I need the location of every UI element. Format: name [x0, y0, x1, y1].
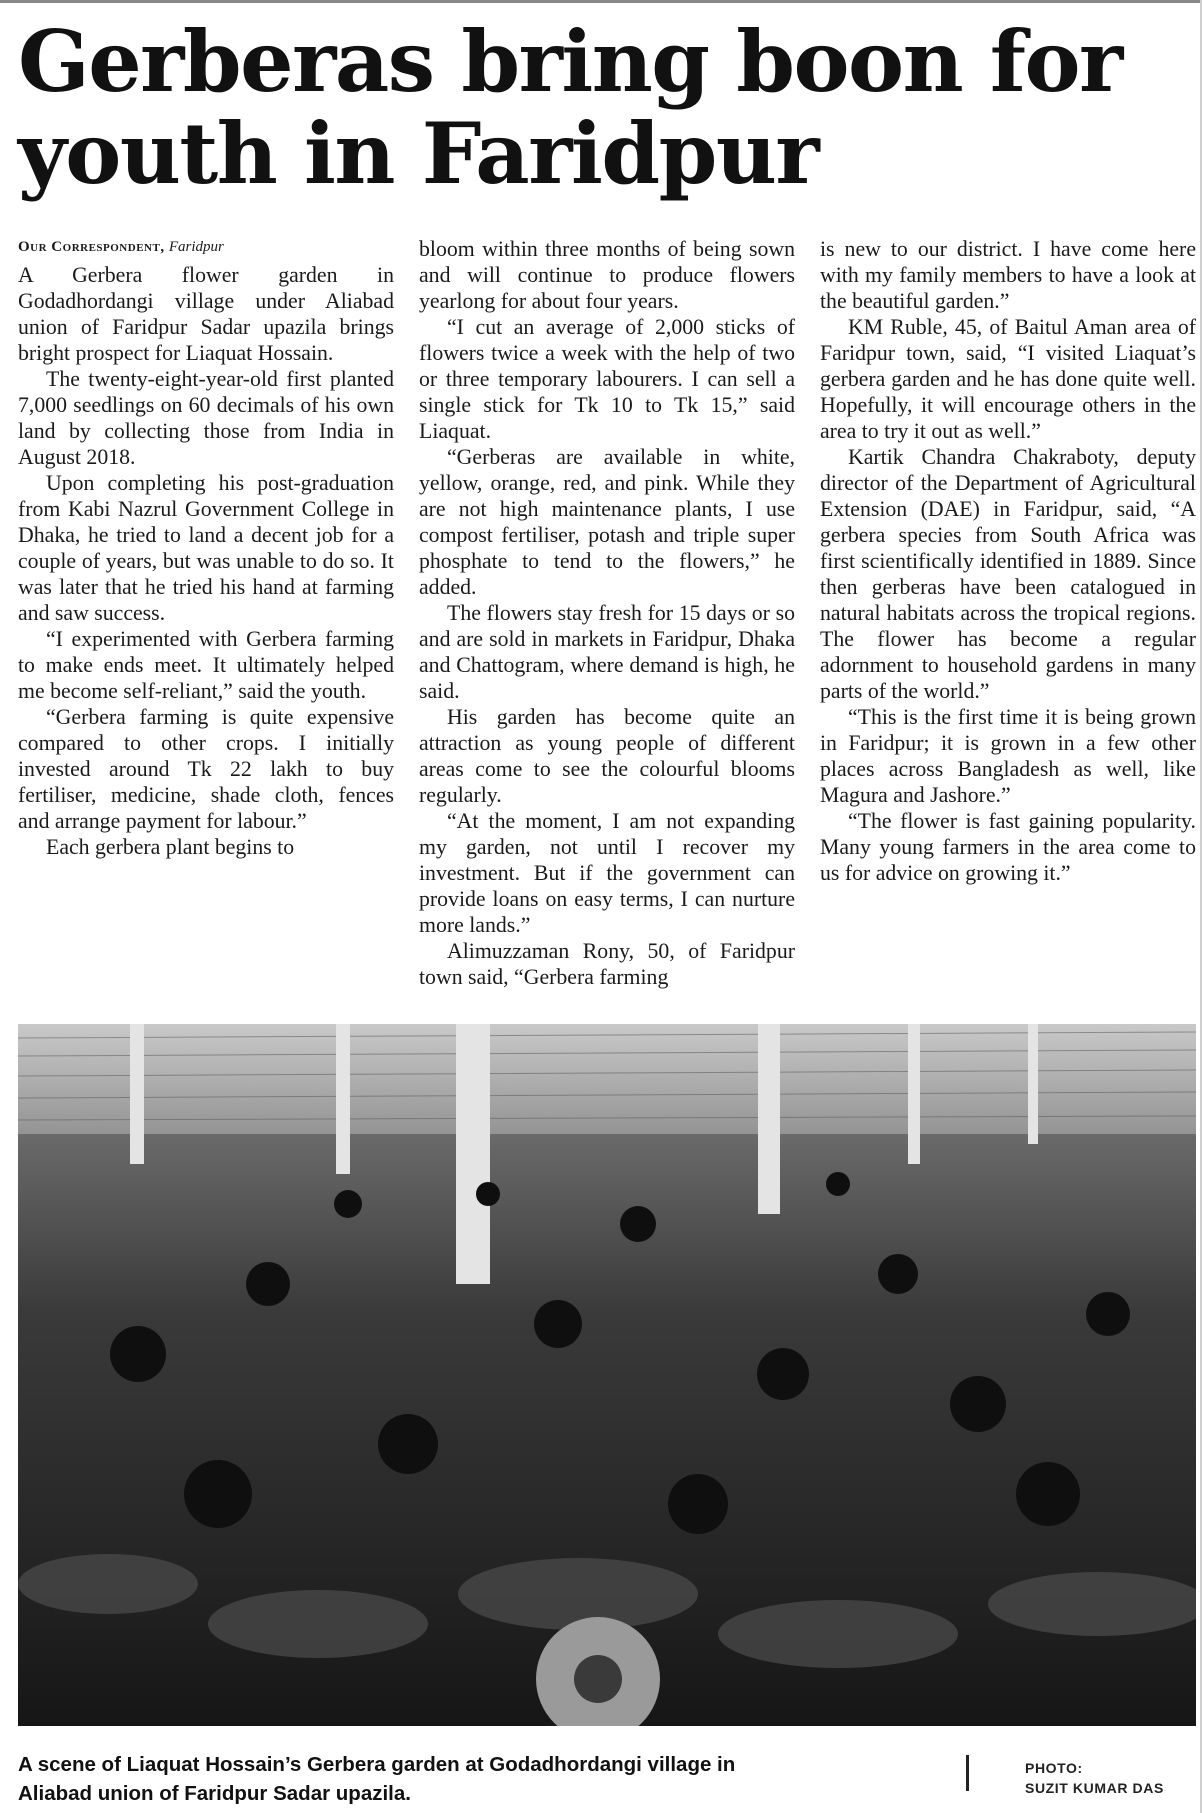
column-1 [18, 236, 394, 860]
photo-credit-label: PHOTO: [1025, 1760, 1083, 1776]
paragraph: “At the moment, I am not expanding my garden, not until I recover my investment. But if the government can provide loans on easy terms, I can nurture more lands.” [419, 809, 795, 937]
paragraph: “Gerberas are available in white, yellow, orange, red, and pink. While they are not high maintenance plants, I use compost fertiliser, potash and triple super phosphate to tend to the flowers,” he added. [419, 445, 795, 599]
gerbera-garden-photo [18, 1024, 1196, 1726]
paragraph: The flowers stay fresh for 15 days or so and are sold in markets in Faridpur, Dhaka and Chattogram, where demand is high, he said. [419, 601, 795, 703]
paragraph: “I experimented with Gerbera farming to make ends meet. It ultimately helped me become self-reliant,” said the youth. [18, 627, 394, 703]
paragraph: “This is the first time it is being grown in Faridpur; it is grown in a few other places across Bangladesh as well, like Magura and Jashore.” [820, 705, 1196, 807]
top-rule [0, 0, 1202, 3]
paragraph: Each gerbera plant begins to [46, 835, 295, 859]
paragraph: is new to our district. I have come here with my family members to have a look at the beautiful garden.” [820, 237, 1196, 313]
paragraph: Alimuzzaman Rony, 50, of Faridpur town said, “Gerbera farming [419, 939, 795, 989]
byline-author: Our Correspondent, [18, 239, 165, 255]
column-3 [820, 236, 1196, 886]
photo-credit-name: SUZIT KUMAR DAS [1025, 1780, 1164, 1796]
paragraph: “Gerbera farming is quite expensive compared to other crops. I initially invested around Tk 22 lakh to buy fertiliser, medicine, shade cloth, fences and arrange payment for labour.” [18, 705, 394, 833]
paragraph: Kartik Chandra Chakraboty, deputy director of the Department of Agricultural Extension (DAE) in Faridpur, said, “A gerbera species from South Africa was first scientifically identified in 1889. Since then gerberas have been catalogued in natural habitats across the tropical regions. The flower has become a regular adornment to household gardens in many parts of the world.” [820, 445, 1196, 703]
headline: Gerberas bring boon for youth in Faridpur [18, 12, 1122, 203]
byline-place: Faridpur [168, 239, 224, 255]
paragraph: Upon completing his post-graduation from Kabi Nazrul Government College in Dhaka, he tried to land a decent job for a couple of years, but was unable to do so. It was later that he tried his hand at farming and saw success. [18, 471, 394, 625]
paragraph: A Gerbera flower garden in Godadhordangi village under Aliabad union of Faridpur Sadar upazila brings bright prospect for Liaquat Hossain. [18, 263, 394, 365]
paragraph: The twenty-eight-year-old first planted 7,000 seedlings on 60 decimals of his own land by collecting those from India in August 2018. [18, 367, 394, 469]
paragraph: bloom within three months of being sown and will continue to produce flowers yearlong for about four years. [419, 237, 795, 313]
photo-credit [1025, 1758, 1195, 1798]
byline [18, 236, 394, 258]
paragraph: “The flower is fast gaining popularity. Many young farmers in the area come to us for advice on growing it.” [820, 809, 1196, 885]
paragraph: His garden has become quite an attraction as young people of different areas come to see the colourful blooms regularly. [419, 705, 795, 807]
photo-caption: A scene of Liaquat Hossain’s Gerbera garden at Godadhordangi village in Aliabad union of Faridpur Sadar upazila. [18, 1753, 736, 1805]
paragraph: “I cut an average of 2,000 sticks of flowers twice a week with the help of two or three temporary labourers. I can sell a single stick for Tk 10 to Tk 15,” said Liaquat. [419, 315, 795, 443]
column-2 [419, 236, 795, 990]
paragraph: KM Ruble, 45, of Baitul Aman area of Faridpur town, said, “I visited Liaquat’s gerbera garden and he has done quite well. Hopefully, it will encourage others in the area to try it out as well.” [820, 315, 1196, 443]
caption-separator [966, 1755, 969, 1791]
